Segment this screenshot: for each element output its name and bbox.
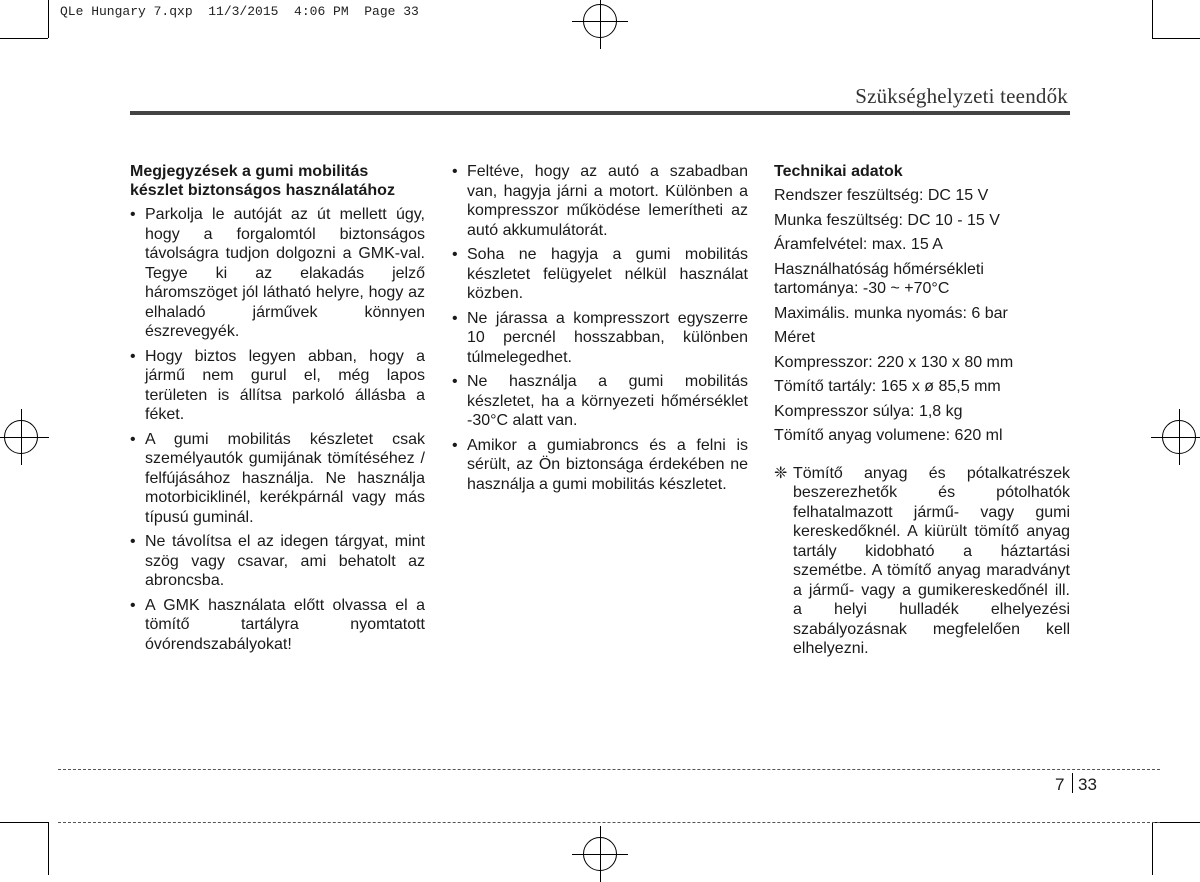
spec-line: Maximális. munka nyomás: 6 bar bbox=[774, 304, 1008, 322]
crop-mark bbox=[48, 822, 49, 875]
note-mark-icon: ❈ bbox=[774, 464, 788, 482]
spec-line: Használhatóság hőmérsékleti tartománya: -30 ~ +70°C bbox=[774, 260, 984, 297]
list-item: • Soha ne hagyja a gumi mobilitás készletet felügyelet nélkül használat közben. bbox=[452, 245, 748, 304]
registration-mark-icon bbox=[4, 420, 38, 454]
safety-notes-list bbox=[130, 205, 425, 654]
crop-mark bbox=[1152, 0, 1153, 38]
registration-mark-icon bbox=[583, 4, 617, 38]
list-item: • Ne távolítsa el az idegen tárgyat, mint szög vagy csavar, ami behatolt az abroncsba. bbox=[130, 532, 425, 591]
spec-line: Munka feszültség: DC 10 - 15 V bbox=[774, 211, 1000, 229]
column-safety-notes bbox=[130, 162, 425, 659]
spec-line: Rendszer feszültség: DC 15 V bbox=[774, 187, 989, 204]
crop-mark bbox=[1152, 38, 1200, 39]
footer-dashed-rule-bottom bbox=[58, 822, 1160, 823]
spec-line: Tömítő anyag volumene: 620 ml bbox=[774, 427, 1003, 444]
spec-line: Kompresszor súlya: 1,8 kg bbox=[774, 402, 963, 420]
chapter-number: 7 bbox=[1055, 775, 1065, 794]
registration-mark-icon bbox=[1162, 420, 1196, 454]
list-item: • Amikor a gumiabroncs és a felni is sérült, az Ön biztonsága érdekében ne használja a gumi mobilitás készletet. bbox=[452, 436, 748, 495]
list-item: • A gumi mobilitás készletet csak személyautók gumijának tömítéséhez / felfújásához használja. Ne használja motorbiciklinél, kerékpárnál vagy más típusú guminál. bbox=[130, 430, 425, 528]
list-item: • Hogy biztos legyen abban, hogy a jármű nem gurul el, még lapos területen is állítsa parkoló állásba a féket. bbox=[130, 347, 425, 425]
spec-line: Tömítő tartály: 165 x ø 85,5 mm bbox=[774, 378, 1001, 395]
header-rule bbox=[130, 111, 1070, 115]
page-number: 33 bbox=[1078, 775, 1097, 794]
spec-line: Kompresszor: 220 x 130 x 80 mm bbox=[774, 353, 1014, 371]
list-item: • Ne járassa a kompresszort egyszerre 10 percnél hosszabban, különben túlmelegedhet. bbox=[452, 309, 748, 368]
technical-data-heading: Technikai adatok bbox=[774, 163, 903, 180]
list-item: • A GMK használata előtt olvassa el a tömítő tartályra nyomtatott óvórendszabályokat! bbox=[130, 596, 425, 655]
disposal-note-text: Tömítő anyag és pótalkatrészek beszerezhetők és pótolhatók felhatalmazott jármű- vagy gumi kereskedőknél. A kiürült tömítő anyag tartály kidobható a háztartási szemétbe. A tömítő anyag maradványt a jármű- vagy a gumikereskedőnél ill. a helyi hulladék elhelyezési szabályozásnak megfelelően kell elhelyezni. bbox=[793, 464, 1070, 657]
crop-mark bbox=[0, 822, 48, 823]
registration-mark-icon bbox=[583, 837, 617, 871]
column-safety-notes-continued bbox=[452, 162, 748, 499]
footer-dashed-rule bbox=[58, 769, 1160, 770]
disposal-note bbox=[774, 464, 1070, 659]
crop-mark bbox=[48, 0, 49, 38]
print-info-line: QLe Hungary 7.qxp 11/3/2015 4:06 PM Page 33 bbox=[60, 4, 419, 19]
safety-notes-list-continued bbox=[452, 162, 748, 494]
spec-line: Áramfelvétel: max. 15 A bbox=[774, 236, 943, 253]
section-title: Szükséghelyzeti teendők bbox=[855, 84, 1068, 108]
spec-line: Méret bbox=[774, 329, 815, 346]
list-item: • Parkolja le autóját az út mellett úgy, hogy a forgalomtól biztonságos távolságra tudjon dolgozni a GMK-val. Tegye ki az elakadás jelző háromszöget jól látható helyre, hogy az elhaladó járművek könnyen észrevegyék. bbox=[130, 205, 425, 342]
crop-mark bbox=[0, 38, 48, 39]
list-item: • Ne használja a gumi mobilitás készletet, ha a környezeti hőmérséklet -30°C alatt van. bbox=[452, 372, 748, 431]
safety-notes-heading: Megjegyzések a gumi mobilitás készlet biztonságos használatához bbox=[130, 163, 395, 199]
column-technical-data bbox=[774, 162, 1070, 659]
crop-mark bbox=[1152, 822, 1153, 875]
page-number-divider bbox=[1072, 773, 1073, 793]
list-item: • Feltéve, hogy az autó a szabadban van, hagyja járni a motort. Különben a kompresszor működése lemerítheti az autó akkumulátorát. bbox=[452, 162, 748, 240]
